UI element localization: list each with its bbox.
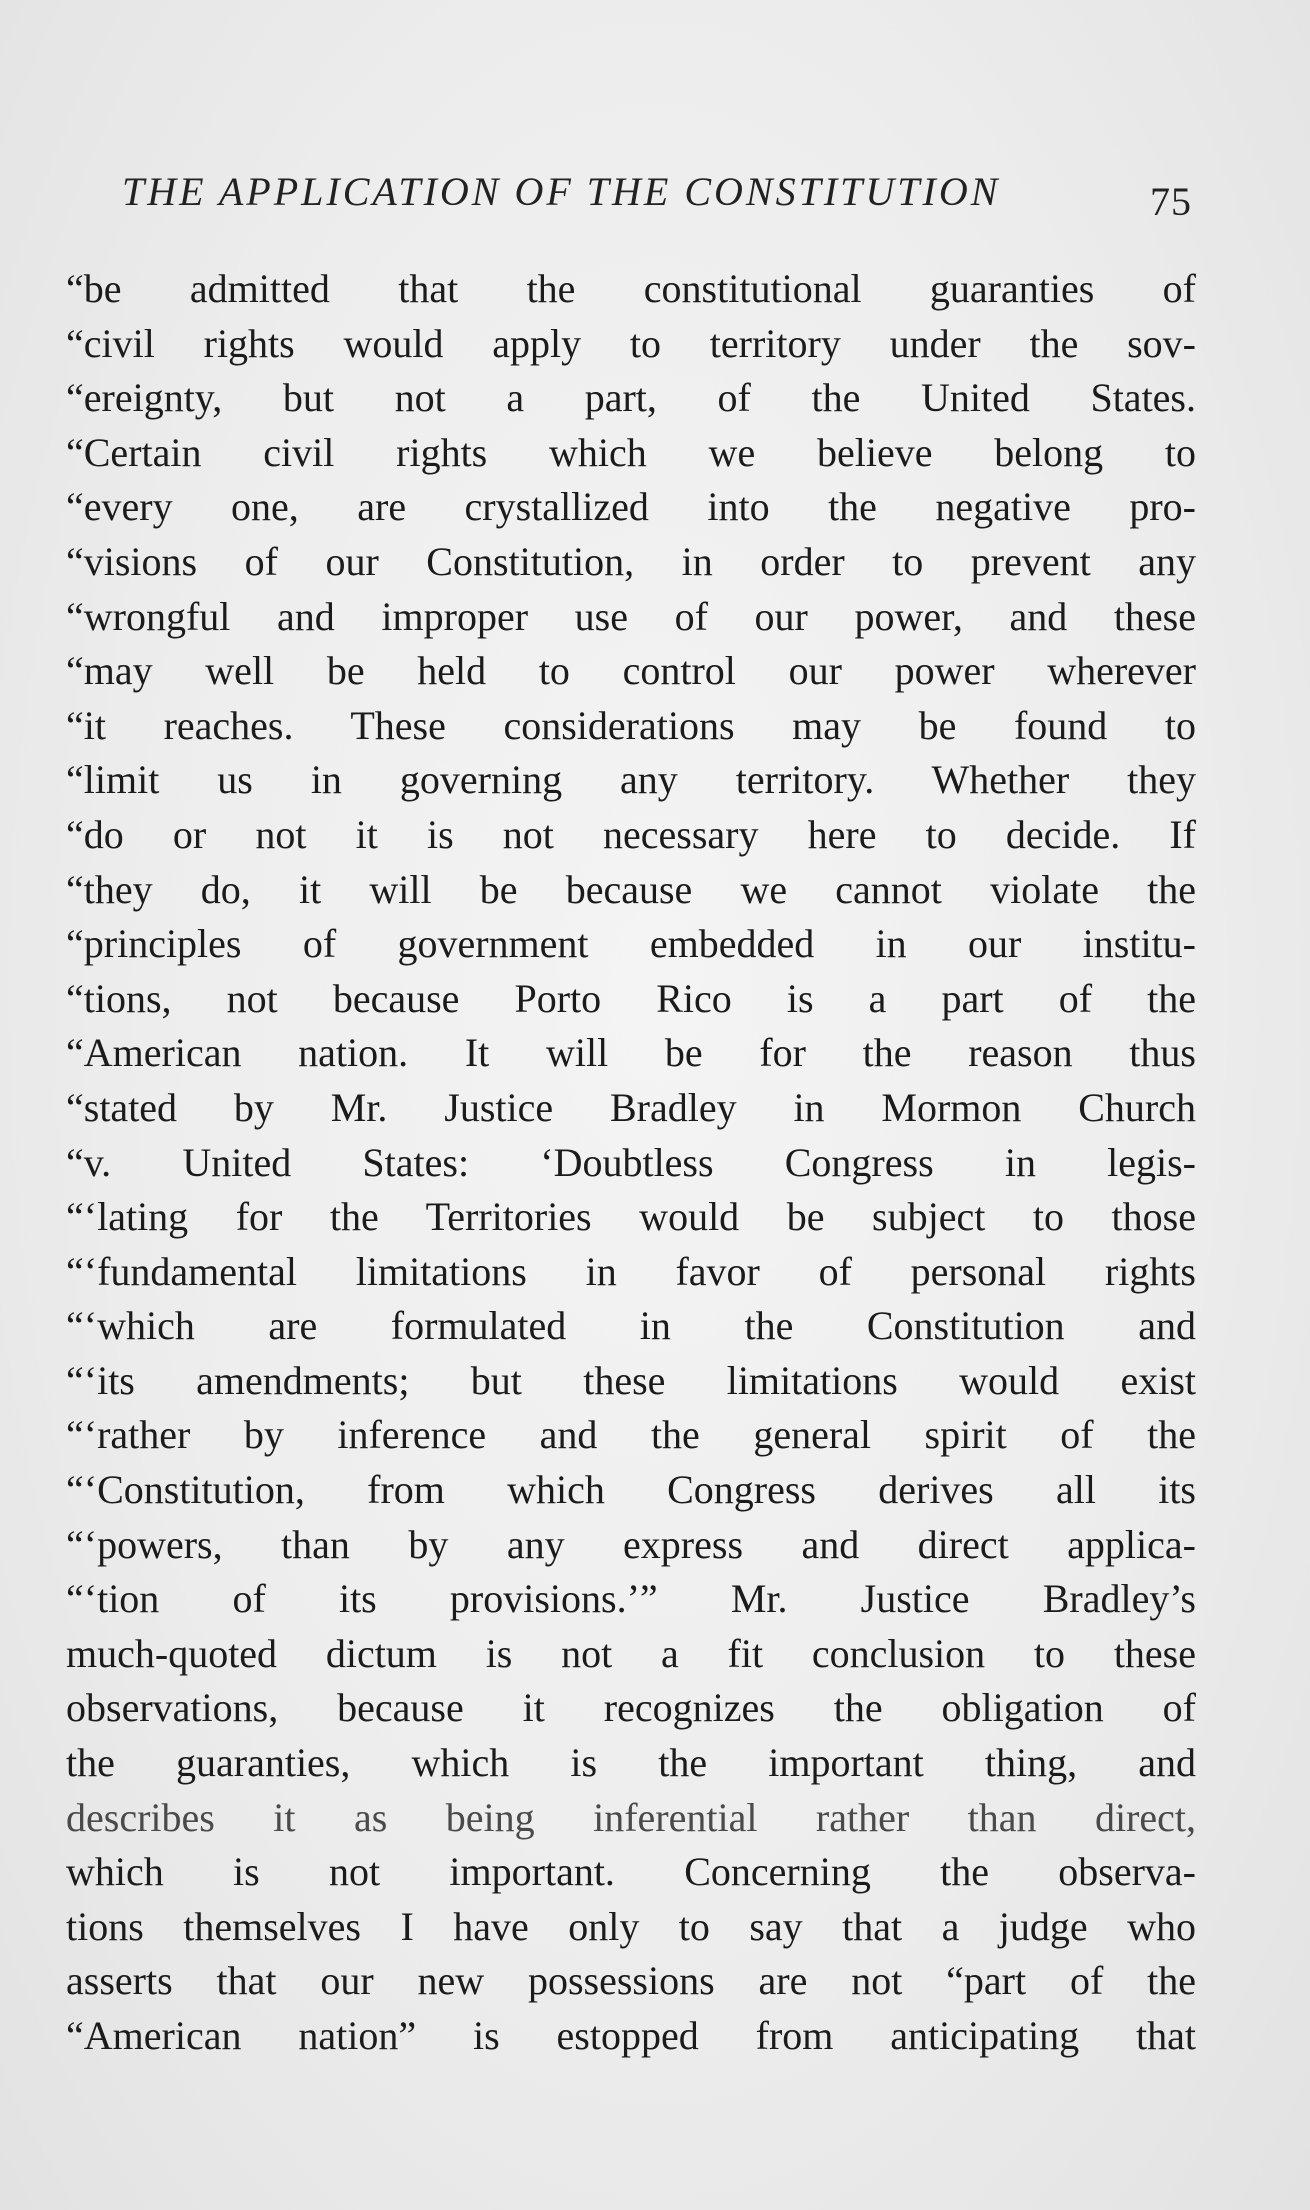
text-line: “ereignty, but not a part, of the United States. <box>66 375 1196 421</box>
text-line: tions themselves I have only to say that a judge who <box>66 1903 1196 1949</box>
text-line: “‘which are formulated in the Constitution and <box>66 1303 1196 1349</box>
text-line: “it reaches. These considerations may be found to <box>66 702 1196 748</box>
text-line: “American nation” is estopped from anticipating that <box>66 2013 1196 2058</box>
text-line: describes it as being inferential rather than direct, <box>66 1794 1196 1840</box>
text-line: much-quoted dictum is not a fit conclusion to these <box>66 1630 1196 1676</box>
text-line: “‘Constitution, from which Congress derives all its <box>66 1467 1196 1513</box>
text-line: “wrongful and improper use of our power, and these <box>66 593 1196 639</box>
text-line: “do or not it is not necessary here to decide. If <box>66 811 1196 857</box>
text-line: “be admitted that the constitutional guaranties of <box>66 266 1196 311</box>
text-line: “Certain civil rights which we believe belong to <box>66 429 1196 475</box>
body-text <box>66 262 1196 2064</box>
text-line: “civil rights would apply to territory under the sov- <box>66 320 1196 366</box>
text-line: “they do, it will be because we cannot violate the <box>66 866 1196 912</box>
running-head <box>122 168 1192 228</box>
text-line: the guaranties, which is the important thing, and <box>66 1740 1196 1786</box>
text-line: “limit us in governing any territory. Whether they <box>66 757 1196 803</box>
page-number: 75 <box>1150 179 1192 224</box>
text-line: asserts that our new possessions are not “part of the <box>66 1958 1196 2004</box>
text-line: “visions of our Constitution, in order to prevent any <box>66 538 1196 584</box>
text-line: “stated by Mr. Justice Bradley in Mormon Church <box>66 1084 1196 1130</box>
running-title: THE APPLICATION OF THE CONSTITUTION <box>122 169 1001 214</box>
text-line: which is not important. Concerning the observa- <box>66 1849 1196 1895</box>
text-line: observations, because it recognizes the obligation of <box>66 1685 1196 1731</box>
text-line: “v. United States: ‘Doubtless Congress in legis- <box>66 1139 1196 1185</box>
text-line: “‘tion of its provisions.’” Mr. Justice Bradley’s <box>66 1576 1196 1622</box>
text-line: “‘powers, than by any express and direct applica- <box>66 1521 1196 1567</box>
text-line: “principles of government embedded in our institu- <box>66 921 1196 967</box>
text-line: “may well be held to control our power wherever <box>66 648 1196 694</box>
text-line: “tions, not because Porto Rico is a part of the <box>66 975 1196 1021</box>
text-line: “every one, are crystallized into the negative pro- <box>66 484 1196 530</box>
text-line: “‘its amendments; but these limitations would exist <box>66 1357 1196 1403</box>
text-line: “‘rather by inference and the general spirit of the <box>66 1412 1196 1458</box>
text-line: “‘lating for the Territories would be subject to those <box>66 1194 1196 1240</box>
text-line: “American nation. It will be for the reason thus <box>66 1030 1196 1076</box>
text-line: “‘fundamental limitations in favor of personal rights <box>66 1248 1196 1294</box>
